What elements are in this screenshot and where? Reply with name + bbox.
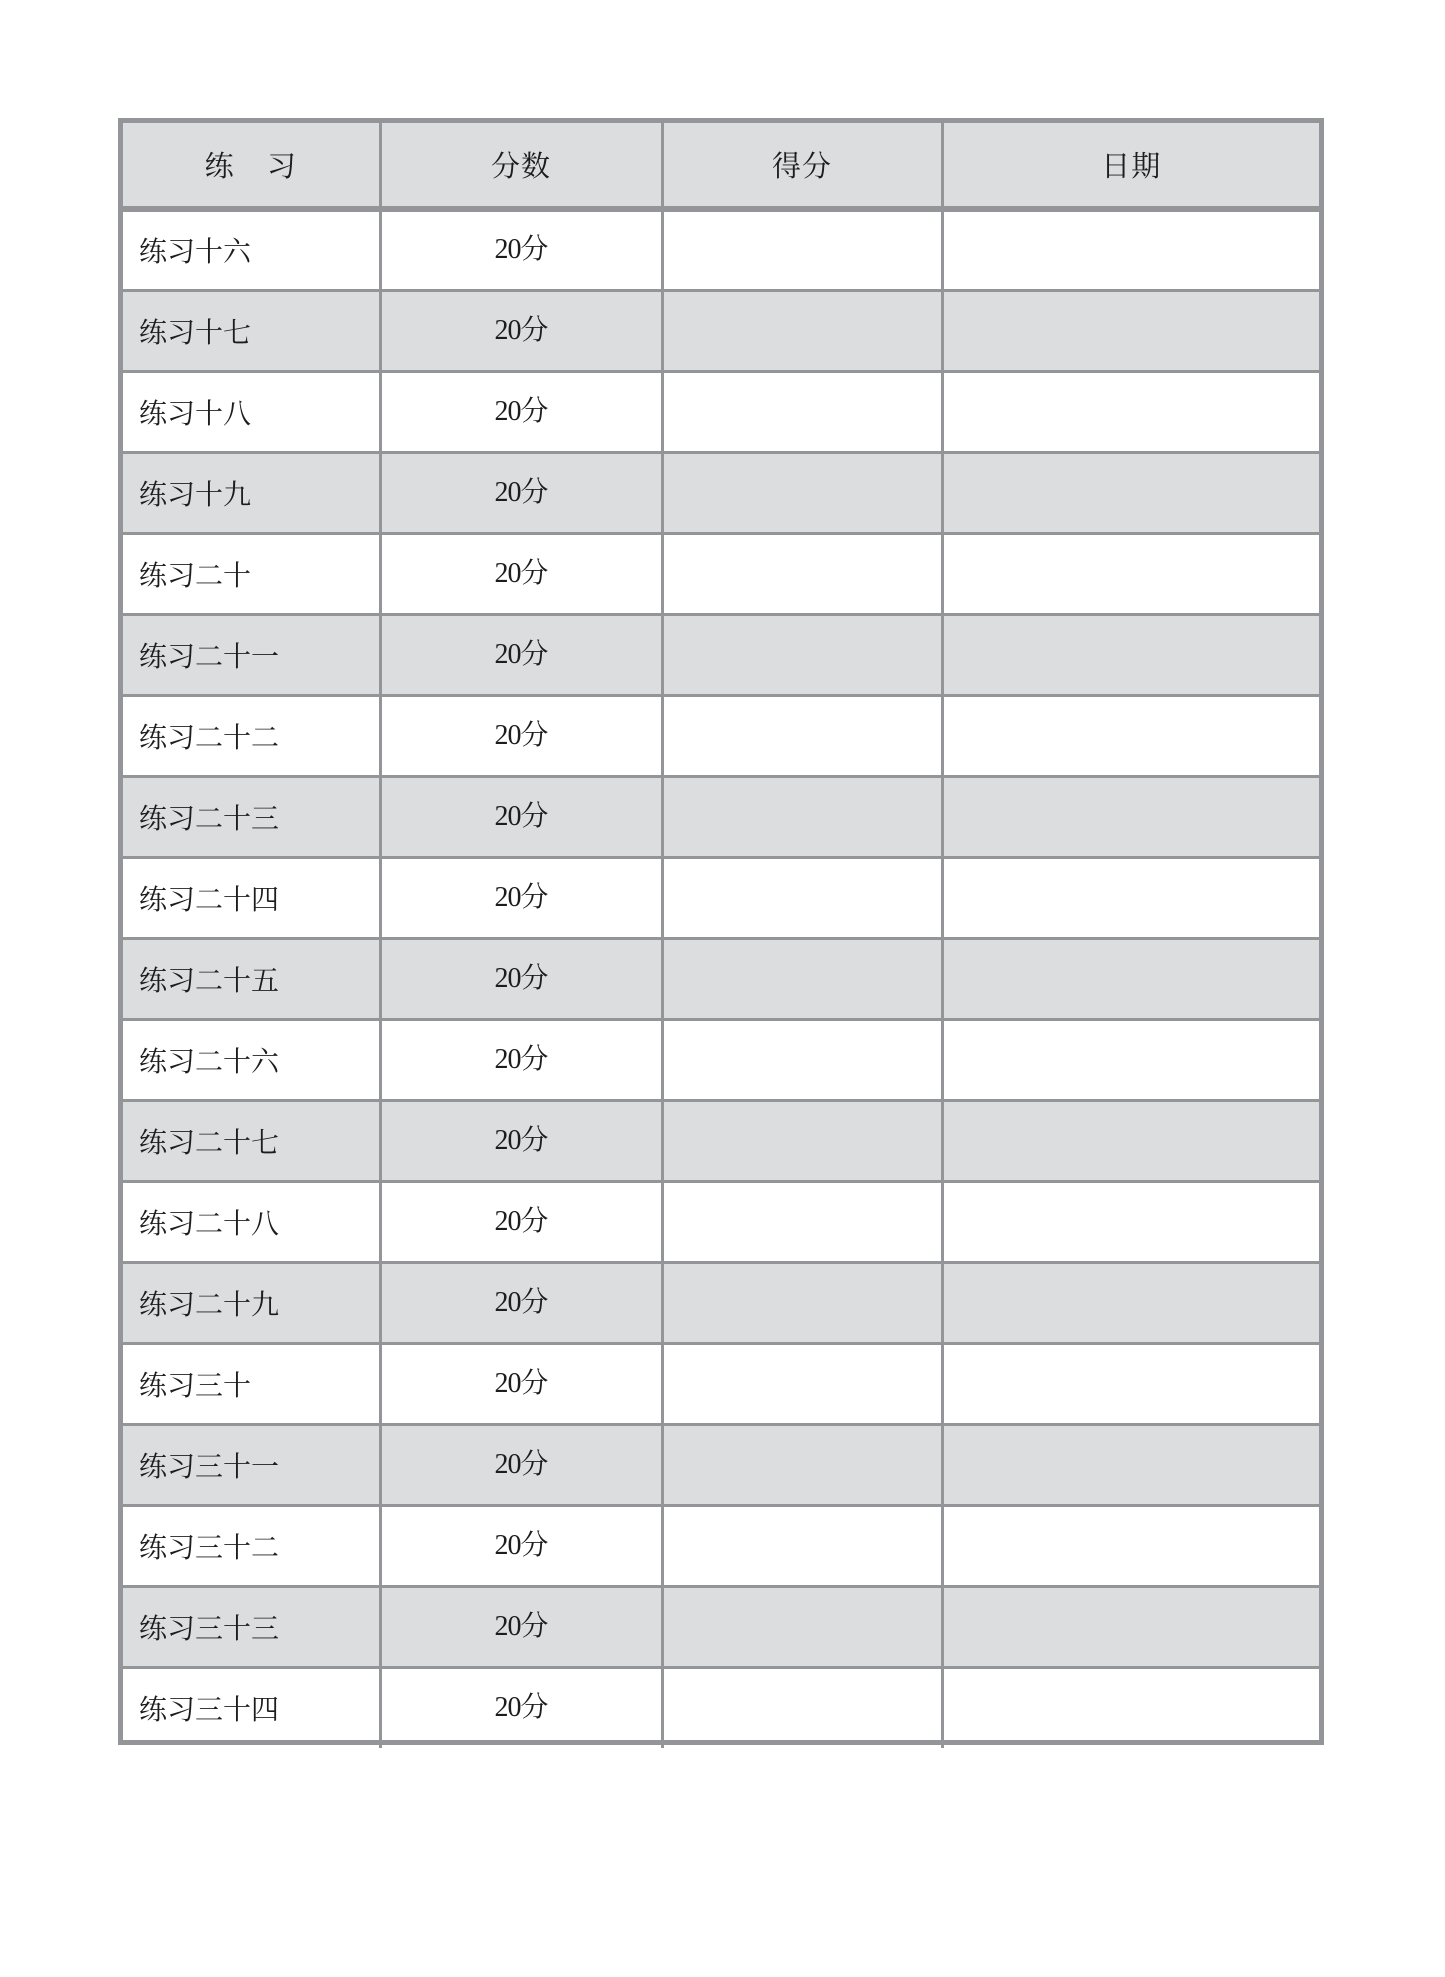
- points-value: 20分: [494, 1529, 548, 1561]
- points-value: 20分: [494, 1610, 548, 1642]
- table-row: [123, 209, 1319, 290]
- score-record-table: [118, 118, 1324, 1745]
- table-row: [123, 1586, 1319, 1667]
- points-cell: [380, 1181, 662, 1262]
- score-cell[interactable]: [662, 1100, 942, 1181]
- table-row: [123, 1019, 1319, 1100]
- exercise-name: 练习三十二: [123, 1505, 380, 1586]
- date-cell[interactable]: [942, 1181, 1319, 1262]
- date-cell[interactable]: [942, 290, 1319, 371]
- date-cell[interactable]: [942, 695, 1319, 776]
- score-cell[interactable]: [662, 776, 942, 857]
- table-row: [123, 614, 1319, 695]
- points-value: 20分: [494, 1286, 548, 1318]
- points-value: 20分: [494, 1367, 548, 1399]
- score-cell[interactable]: [662, 1667, 942, 1748]
- points-cell: [380, 695, 662, 776]
- exercise-name: 练习十七: [123, 290, 380, 371]
- date-cell[interactable]: [942, 1424, 1319, 1505]
- table-row: [123, 1181, 1319, 1262]
- table-row: [123, 533, 1319, 614]
- points-cell: [380, 857, 662, 938]
- exercise-name: 练习二十四: [123, 857, 380, 938]
- score-cell[interactable]: [662, 938, 942, 1019]
- date-cell[interactable]: [942, 1505, 1319, 1586]
- date-cell[interactable]: [942, 1586, 1319, 1667]
- table-row: [123, 1262, 1319, 1343]
- exercise-name: 练习二十八: [123, 1181, 380, 1262]
- points-value: 20分: [494, 719, 548, 751]
- exercise-name: 练习三十四: [123, 1667, 380, 1748]
- header-points: 分数: [380, 123, 662, 209]
- table-row: [123, 776, 1319, 857]
- points-cell: [380, 1019, 662, 1100]
- points-value: 20分: [494, 314, 548, 346]
- points-value: 20分: [494, 1043, 548, 1075]
- points-cell: [380, 452, 662, 533]
- score-cell[interactable]: [662, 1424, 942, 1505]
- score-cell[interactable]: [662, 1586, 942, 1667]
- points-cell: [380, 533, 662, 614]
- exercise-name: 练习十九: [123, 452, 380, 533]
- score-cell[interactable]: [662, 614, 942, 695]
- exercise-name: 练习二十一: [123, 614, 380, 695]
- header-date: 日期: [942, 123, 1319, 209]
- date-cell[interactable]: [942, 857, 1319, 938]
- header-row: [123, 123, 1319, 209]
- table-row: [123, 1100, 1319, 1181]
- table-row: [123, 695, 1319, 776]
- score-cell[interactable]: [662, 695, 942, 776]
- date-cell[interactable]: [942, 1667, 1319, 1748]
- points-cell: [380, 1505, 662, 1586]
- points-cell: [380, 1667, 662, 1748]
- points-cell: [380, 1424, 662, 1505]
- points-value: 20分: [494, 881, 548, 913]
- points-value: 20分: [494, 1448, 548, 1480]
- table-body: [123, 209, 1319, 1748]
- points-cell: [380, 290, 662, 371]
- points-value: 20分: [494, 476, 548, 508]
- score-cell[interactable]: [662, 290, 942, 371]
- points-value: 20分: [494, 234, 548, 266]
- exercise-name: 练习三十: [123, 1343, 380, 1424]
- date-cell[interactable]: [942, 533, 1319, 614]
- score-table: [123, 123, 1319, 1748]
- exercise-name: 练习二十六: [123, 1019, 380, 1100]
- table-row: [123, 1505, 1319, 1586]
- score-cell[interactable]: [662, 1262, 942, 1343]
- points-cell: [380, 1343, 662, 1424]
- points-cell: [380, 371, 662, 452]
- score-cell[interactable]: [662, 1505, 942, 1586]
- date-cell[interactable]: [942, 938, 1319, 1019]
- date-cell[interactable]: [942, 776, 1319, 857]
- score-cell[interactable]: [662, 1181, 942, 1262]
- date-cell[interactable]: [942, 452, 1319, 533]
- table-row: [123, 452, 1319, 533]
- score-cell[interactable]: [662, 371, 942, 452]
- score-cell[interactable]: [662, 452, 942, 533]
- points-value: 20分: [494, 800, 548, 832]
- table-row: [123, 857, 1319, 938]
- score-cell[interactable]: [662, 857, 942, 938]
- points-cell: [380, 1100, 662, 1181]
- points-cell: [380, 1586, 662, 1667]
- exercise-name: 练习二十二: [123, 695, 380, 776]
- points-cell: [380, 614, 662, 695]
- table-row: [123, 371, 1319, 452]
- date-cell[interactable]: [942, 1100, 1319, 1181]
- points-value: 20分: [494, 638, 548, 670]
- date-cell[interactable]: [942, 1343, 1319, 1424]
- points-value: 20分: [494, 557, 548, 589]
- exercise-name: 练习二十五: [123, 938, 380, 1019]
- points-cell: [380, 1262, 662, 1343]
- points-value: 20分: [494, 1124, 548, 1156]
- header-exercise: 练 习: [123, 123, 380, 209]
- score-cell[interactable]: [662, 1019, 942, 1100]
- date-cell[interactable]: [942, 1019, 1319, 1100]
- table-row: [123, 1667, 1319, 1748]
- points-value: 20分: [494, 1692, 548, 1724]
- date-cell[interactable]: [942, 209, 1319, 290]
- table-row: [123, 290, 1319, 371]
- score-cell[interactable]: [662, 1343, 942, 1424]
- exercise-name: 练习三十一: [123, 1424, 380, 1505]
- points-value: 20分: [494, 1205, 548, 1237]
- header-score: 得分: [662, 123, 942, 209]
- points-cell: [380, 776, 662, 857]
- points-cell: [380, 209, 662, 290]
- exercise-name: 练习三十三: [123, 1586, 380, 1667]
- points-value: 20分: [494, 962, 548, 994]
- exercise-name: 练习二十三: [123, 776, 380, 857]
- exercise-name: 练习二十七: [123, 1100, 380, 1181]
- exercise-name: 练习十六: [123, 209, 380, 290]
- score-cell[interactable]: [662, 533, 942, 614]
- score-cell[interactable]: [662, 209, 942, 290]
- exercise-name: 练习二十九: [123, 1262, 380, 1343]
- points-value: 20分: [494, 395, 548, 427]
- exercise-name: 练习十八: [123, 371, 380, 452]
- date-cell[interactable]: [942, 614, 1319, 695]
- table-row: [123, 1424, 1319, 1505]
- date-cell[interactable]: [942, 371, 1319, 452]
- table-row: [123, 1343, 1319, 1424]
- date-cell[interactable]: [942, 1262, 1319, 1343]
- points-cell: [380, 938, 662, 1019]
- table-row: [123, 938, 1319, 1019]
- exercise-name: 练习二十: [123, 533, 380, 614]
